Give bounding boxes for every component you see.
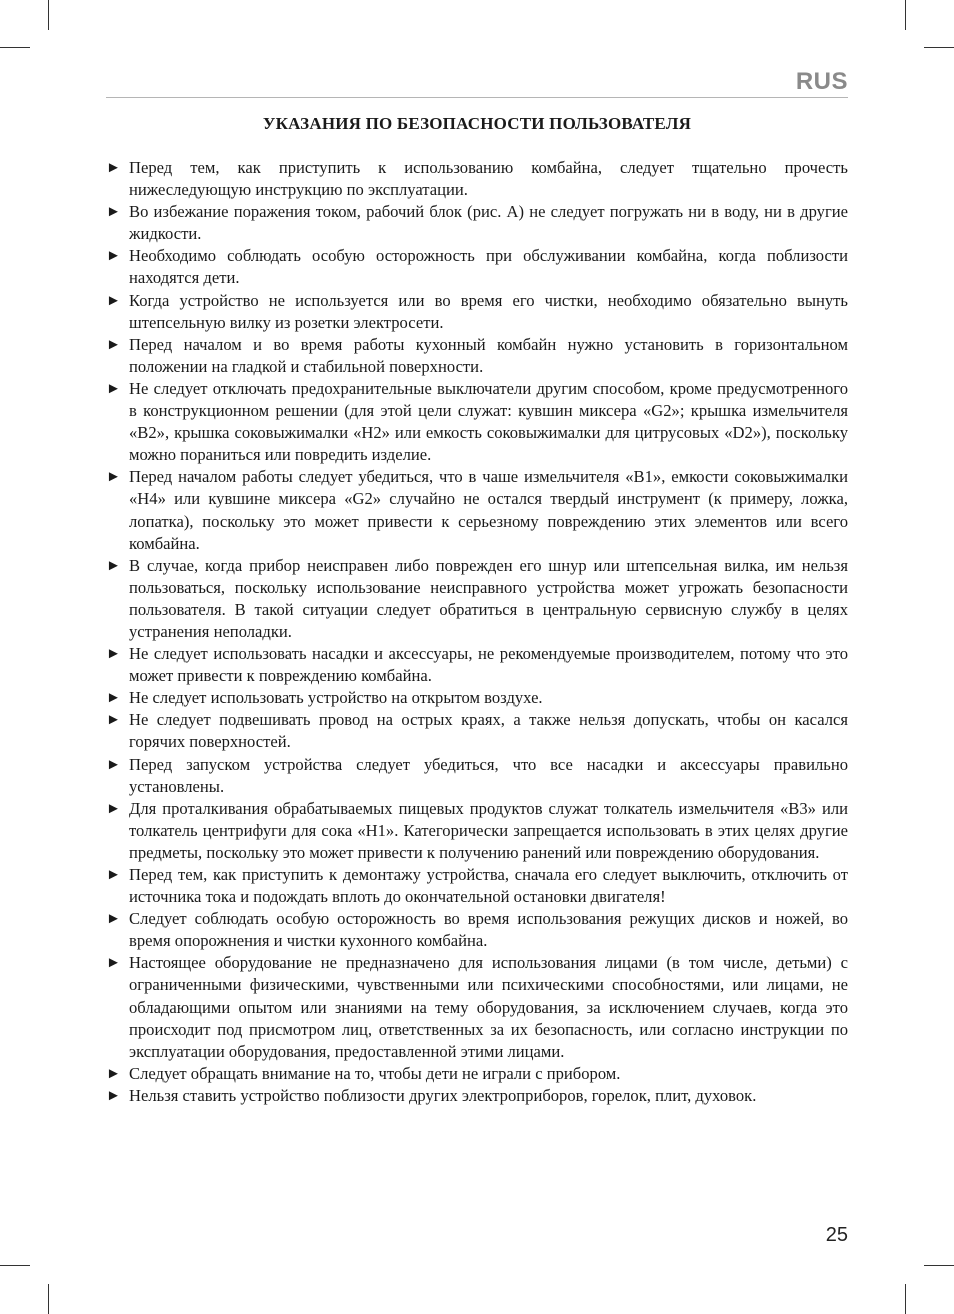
- list-item: [106, 201, 848, 245]
- list-item-text: Перед запуском устройства следует убедиться, что все насадки и аксессуары правильно установлены.: [129, 754, 848, 796]
- list-item: [106, 1085, 848, 1107]
- list-item-text: Перед тем, как приступить к использованию комбайна, следует тщательно прочесть нижеследующую инструкцию по эксплуатации.: [129, 158, 848, 200]
- list-item: [106, 466, 848, 554]
- crop-mark-top-left-vertical: [48, 0, 49, 30]
- list-item: [106, 555, 848, 643]
- list-item: [106, 908, 848, 952]
- triangle-bullet-icon: ►: [106, 690, 121, 707]
- list-item: [106, 864, 848, 908]
- triangle-bullet-icon: ►: [106, 380, 121, 397]
- triangle-bullet-icon: ►: [106, 756, 121, 773]
- triangle-bullet-icon: ►: [106, 336, 121, 353]
- list-item-text: Во избежание поражения током, рабочий блок (рис. А) не следует погружать ни в воду, ни в другие жидкости.: [129, 202, 848, 244]
- list-item-text: Перед началом и во время работы кухонный комбайн нужно установить в горизонтальном положении на гладкой и стабильной поверхности.: [129, 334, 848, 376]
- list-item-text: Перед началом работы следует убедиться, что в чаше измельчителя «B1», емкости соковыжималки «H4» или кувшине миксера «G2» случайно не остался твердый инструмент (к примеру, ложка, лопатка), поскольку это может привести к серьезному повреждению этих элементов или всего комбайна.: [129, 467, 848, 553]
- list-item: [106, 245, 848, 289]
- triangle-bullet-icon: ►: [106, 800, 121, 817]
- crop-mark-top-left-horizontal: [0, 47, 30, 48]
- crop-mark-bottom-right-vertical: [905, 1284, 906, 1314]
- list-item-text: Для проталкивания обрабатываемых пищевых продуктов служат толкатель измельчителя «B3» или толкатель центрифуги для сока «H1». Категорически запрещается использовать в этих целях другие предметы, поскольку это может привести к получению ранений или повреждению оборудования.: [129, 798, 848, 862]
- triangle-bullet-icon: ►: [106, 292, 121, 309]
- triangle-bullet-icon: ►: [106, 469, 121, 486]
- list-item: [106, 290, 848, 334]
- triangle-bullet-icon: ►: [106, 248, 121, 265]
- list-item: [106, 687, 848, 709]
- crop-mark-bottom-left-horizontal: [0, 1265, 30, 1266]
- page-title: УКАЗАНИЯ ПО БЕЗОПАСНОСТИ ПОЛЬЗОВАТЕЛЯ: [262, 114, 692, 133]
- list-item: [106, 798, 848, 864]
- list-item-text: Необходимо соблюдать особую осторожность при обслуживании комбайна, когда поблизости находятся дети.: [129, 246, 848, 288]
- list-item-text: Не следует использовать устройство на открытом воздухе.: [129, 688, 543, 708]
- header-divider: [106, 97, 848, 98]
- list-item-text: Следует соблюдать особую осторожность во время использования режущих дисков и ножей, во время опорожнения и чистки кухонного комбайна.: [129, 909, 848, 951]
- list-item: [106, 754, 848, 798]
- triangle-bullet-icon: ►: [106, 1087, 121, 1104]
- list-item-text: Следует обращать внимание на то, чтобы дети не играли с прибором.: [129, 1063, 621, 1083]
- list-item: [106, 643, 848, 687]
- triangle-bullet-icon: ►: [106, 160, 121, 176]
- list-item: [106, 952, 848, 1062]
- triangle-bullet-icon: ►: [106, 557, 121, 574]
- list-item-text: Настоящее оборудование не предназначено для использования лицами (в том числе, детьми) с ограниченными физическими, чувственными или психическими способностями, или лицами, не обладающими опытом или знаниями на тему оборудования, за исключением случаев, когда это происходит под присмотром лиц, ответственных за их безопасность, или согласно инструкции по эксплуатации оборудования, предоставленной этими лицами.: [129, 953, 848, 1061]
- safety-instructions-list: [106, 157, 848, 1107]
- language-code: RUS: [795, 68, 848, 95]
- triangle-bullet-icon: ►: [106, 1065, 121, 1082]
- triangle-bullet-icon: ►: [106, 911, 121, 928]
- triangle-bullet-icon: ►: [106, 204, 121, 221]
- list-item: [106, 378, 848, 466]
- list-item: [106, 1063, 848, 1085]
- triangle-bullet-icon: ►: [106, 646, 121, 663]
- triangle-bullet-icon: ►: [106, 955, 121, 972]
- triangle-bullet-icon: ►: [106, 867, 121, 883]
- crop-mark-bottom-left-vertical: [48, 1284, 49, 1314]
- page-number: 25: [825, 1224, 848, 1246]
- crop-mark-top-right-vertical: [905, 0, 906, 30]
- list-item-text: В случае, когда прибор неисправен либо поврежден его шнур или штепсельная вилка, им нельзя пользоваться, поскольку использование неисправного устройства может угрожать безопасности пользователя. В такой ситуации следует обратиться в центральную сервисную службу в целях устранения неполадки.: [129, 555, 848, 641]
- triangle-bullet-icon: ►: [106, 712, 121, 729]
- list-item: [106, 709, 848, 753]
- list-item-text: Когда устройство не используется или во время его чистки, необходимо обязательно вынуть штепсельную вилку из розетки электросети.: [129, 290, 848, 332]
- list-item-text: Не следует отключать предохранительные выключатели другим способом, кроме предусмотренного в конструкционном решении (для этой цели служат: кувшин миксера «G2»; крышка измельчителя «B2», крышка соковыжималки «H2» или емкость соковыжималки для цитрусовых «D2»), поскольку можно пораниться или повредить изделие.: [129, 378, 848, 465]
- list-item-text: Не следует подвешивать провод на острых краях, а также нельзя допускать, чтобы он касался горячих поверхностей.: [129, 710, 848, 752]
- crop-mark-bottom-right-horizontal: [924, 1265, 954, 1266]
- list-item: [106, 157, 848, 201]
- list-item-text: Нельзя ставить устройство поблизости других электроприборов, горелок, плит, духовок.: [129, 1085, 757, 1105]
- list-item-text: Не следует использовать насадки и аксессуары, не рекомендуемые производителем, потому что это может привести к повреждению комбайна.: [129, 644, 848, 686]
- list-item: [106, 334, 848, 378]
- list-item-text: Перед тем, как приступить к демонтажу устройства, сначала его следует выключить, отключить от источника тока и подождать вплоть до окончательной остановки двигателя!: [129, 865, 848, 907]
- crop-mark-top-right-horizontal: [924, 47, 954, 48]
